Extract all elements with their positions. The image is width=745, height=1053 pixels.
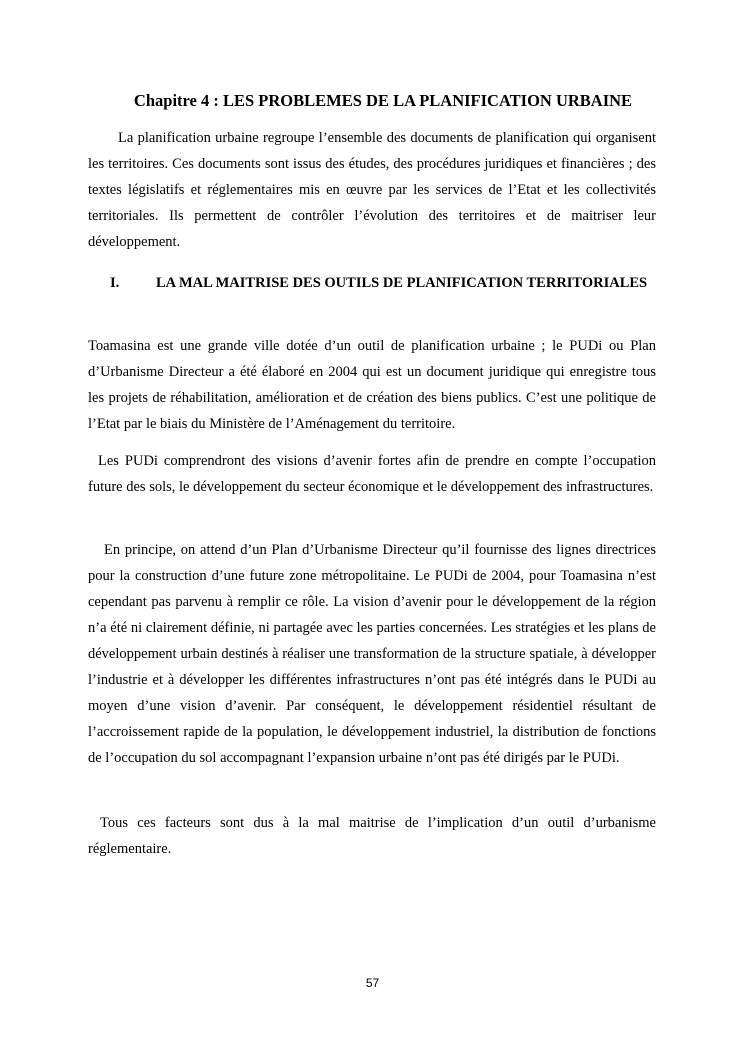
body-paragraph: Toamasina est une grande ville dotée d’un outil de planification urbaine ; le PUDi ou Plan d’Urbanisme Directeur a été élaboré en 2004 qui est un document juridique qui enregistre tous les projets de réhabilitation, amélioration et de création des biens publics. C’est une politique de l’Etat par le biais du Ministère de l’Aménagement du territoire. <box>88 338 656 432</box>
section-title: LA MAL MAITRISE DES OUTILS DE PLANIFICATION TERRITORIALES <box>156 275 648 291</box>
chapter-title: Chapitre 4 : LES PROBLEMES DE LA PLANIFICATION URBAINE <box>133 91 633 110</box>
intro-paragraph: La planification urbaine regroupe l’ensemble des documents de planification qui organisent les territoires. Ces documents sont issus des études, des procédures juridiques et financières ; des textes législatifs et réglementaires mis en œuvre par les services de l’Etat et les collectivités territoriales. Ils permettent de contrôler l’évolution des territoires et de maitriser leur développement. <box>88 130 656 250</box>
body-paragraph: Tous ces facteurs sont dus à la mal maitrise de l’implication d’un outil d’urbanisme réglementaire. <box>88 815 656 857</box>
section-number: I. <box>110 275 120 291</box>
section-heading <box>88 270 656 296</box>
page-number: 57 <box>365 976 380 990</box>
body-paragraph: Les PUDi comprendront des visions d’avenir fortes afin de prendre en compte l’occupation future des sols, le développement du secteur économique et le développement des infrastructures. <box>88 453 656 495</box>
body-paragraph: En principe, on attend d’un Plan d’Urbanisme Directeur qu’il fournisse des lignes directrices pour la construction d’une future zone métropolitaine. Le PUDi de 2004, pour Toamasina n’est cependant pas parvenu à remplir ce rôle. La vision d’avenir pour le développement de la région n’a été ni clairement définie, ni partagée avec les parties concernées. Les stratégies et les plans de développement urbain destinés à réaliser une transformation de la structure spatiale, à développer l’industrie et à développer les différentes infrastructures n’ont pas été intégrés dans le PUDi au moyen d’une vision d’avenir. Par conséquent, le développement résidentiel résultant de l’accroissement rapide de la population, le développement industriel, la distribution de fonctions de l’occupation du sol accompagnant l’expansion urbaine n’ont pas été dirigés par le PUDi. <box>88 542 656 766</box>
